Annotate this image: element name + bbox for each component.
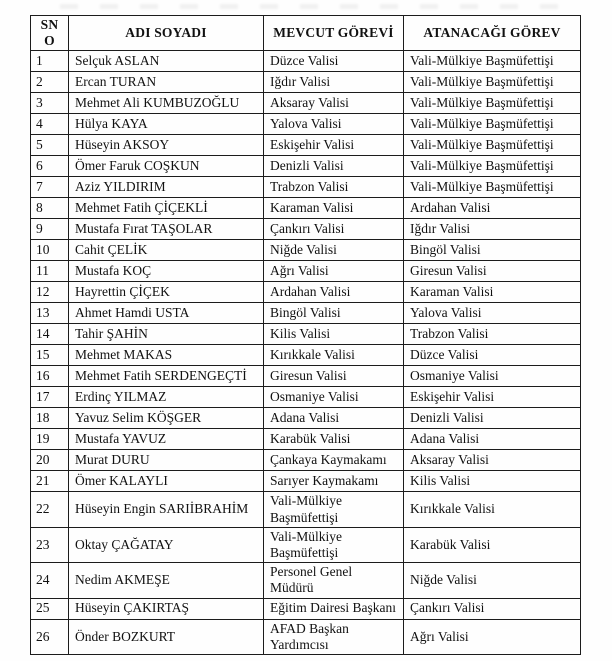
cell-assigned-role: Karaman Valisi (404, 282, 581, 303)
cell-assigned-role: Vali-Mülkiye Başmüfettişi (404, 156, 581, 177)
cell-current-role: Eskişehir Valisi (264, 135, 404, 156)
cell-current-role: Niğde Valisi (264, 240, 404, 261)
cell-sno: 23 (31, 527, 69, 562)
cell-sno: 8 (31, 198, 69, 219)
cell-current-role: Karaman Valisi (264, 198, 404, 219)
cell-assigned-role: Vali-Mülkiye Başmüfettişi (404, 72, 581, 93)
cell-assigned-role: Yalova Valisi (404, 303, 581, 324)
cell-sno: 16 (31, 366, 69, 387)
cell-current-role: Giresun Valisi (264, 366, 404, 387)
cell-name: Mustafa YAVUZ (69, 429, 264, 450)
table-row (31, 219, 581, 240)
cell-name: Erdinç YILMAZ (69, 387, 264, 408)
cell-sno: 21 (31, 471, 69, 492)
cell-assigned-role: Vali-Mülkiye Başmüfettişi (404, 177, 581, 198)
cell-name: Aziz YILDIRIM (69, 177, 264, 198)
table-row (31, 324, 581, 345)
cell-current-role: Yalova Valisi (264, 114, 404, 135)
cell-name: Hüseyin AKSOY (69, 135, 264, 156)
cell-current-role: AFAD Başkan Yardımcısı (264, 619, 404, 654)
cell-name: Ercan TURAN (69, 72, 264, 93)
cell-sno: 7 (31, 177, 69, 198)
table-row (31, 450, 581, 471)
table-row (31, 527, 581, 562)
cell-current-role: Çankırı Valisi (264, 219, 404, 240)
col-header-assigned-role: ATANACAĞI GÖREV (404, 16, 581, 51)
cell-sno: 3 (31, 93, 69, 114)
cell-name: Hüseyin ÇAKIRTAŞ (69, 598, 264, 619)
table-row (31, 429, 581, 450)
cell-current-role: Çankaya Kaymakamı (264, 450, 404, 471)
table-row (31, 598, 581, 619)
cell-sno: 14 (31, 324, 69, 345)
cell-name: Mehmet Ali KUMBUZOĞLU (69, 93, 264, 114)
cell-assigned-role: Giresun Valisi (404, 261, 581, 282)
cell-name: Mehmet Fatih SERDENGEÇTİ (69, 366, 264, 387)
cell-name: Cahit ÇELİK (69, 240, 264, 261)
table-row (31, 261, 581, 282)
cell-name: Tahir ŞAHİN (69, 324, 264, 345)
cell-name: Mehmet MAKAS (69, 345, 264, 366)
cell-current-role: Vali-Mülkiye Başmüfettişi (264, 527, 404, 562)
cell-assigned-role: Bingöl Valisi (404, 240, 581, 261)
cell-sno: 10 (31, 240, 69, 261)
cell-name: Hüseyin Engin SARIİBRAHİM (69, 492, 264, 527)
table-row (31, 408, 581, 429)
table-row (31, 177, 581, 198)
cell-name: Yavuz Selim KÖŞGER (69, 408, 264, 429)
cell-sno: 2 (31, 72, 69, 93)
table-row (31, 492, 581, 527)
table-row (31, 51, 581, 72)
cell-assigned-role: Düzce Valisi (404, 345, 581, 366)
cell-sno: 13 (31, 303, 69, 324)
cell-assigned-role: Niğde Valisi (404, 563, 581, 598)
table-row (31, 366, 581, 387)
table-row (31, 282, 581, 303)
cell-sno: 18 (31, 408, 69, 429)
cell-name: Önder BOZKURT (69, 619, 264, 654)
table-row (31, 471, 581, 492)
table-row (31, 93, 581, 114)
cell-name: Selçuk ASLAN (69, 51, 264, 72)
cell-assigned-role: Trabzon Valisi (404, 324, 581, 345)
cell-assigned-role: Ağrı Valisi (404, 619, 581, 654)
cell-assigned-role: Vali-Mülkiye Başmüfettişi (404, 114, 581, 135)
cell-current-role: Aksaray Valisi (264, 93, 404, 114)
cell-assigned-role: Çankırı Valisi (404, 598, 581, 619)
cell-sno: 22 (31, 492, 69, 527)
cell-assigned-role: Aksaray Valisi (404, 450, 581, 471)
cell-name: Murat DURU (69, 450, 264, 471)
cell-sno: 6 (31, 156, 69, 177)
cell-sno: 20 (31, 450, 69, 471)
cell-assigned-role: Vali-Mülkiye Başmüfettişi (404, 135, 581, 156)
col-header-current-role: MEVCUT GÖREVİ (264, 16, 404, 51)
cell-current-role: Denizli Valisi (264, 156, 404, 177)
cell-assigned-role: Denizli Valisi (404, 408, 581, 429)
cell-sno: 17 (31, 387, 69, 408)
col-header-sno: SNO (31, 16, 69, 51)
cell-current-role: Ağrı Valisi (264, 261, 404, 282)
cell-assigned-role: Vali-Mülkiye Başmüfettişi (404, 51, 581, 72)
table-row (31, 563, 581, 598)
cell-sno: 12 (31, 282, 69, 303)
cell-sno: 9 (31, 219, 69, 240)
cell-name: Ahmet Hamdi USTA (69, 303, 264, 324)
cell-name: Hülya KAYA (69, 114, 264, 135)
cell-assigned-role: Kırıkkale Valisi (404, 492, 581, 527)
header-row (31, 16, 581, 51)
table-row (31, 303, 581, 324)
cell-assigned-role: Adana Valisi (404, 429, 581, 450)
cell-name: Mustafa KOÇ (69, 261, 264, 282)
table-row (31, 240, 581, 261)
cell-name: Mustafa Fırat TAŞOLAR (69, 219, 264, 240)
cell-sno: 19 (31, 429, 69, 450)
cell-current-role: Kırıkkale Valisi (264, 345, 404, 366)
cell-name: Ömer KALAYLI (69, 471, 264, 492)
cell-current-role: Karabük Valisi (264, 429, 404, 450)
table-row (31, 198, 581, 219)
table-row (31, 387, 581, 408)
cell-current-role: Kilis Valisi (264, 324, 404, 345)
cell-sno: 1 (31, 51, 69, 72)
cell-sno: 26 (31, 619, 69, 654)
cell-sno: 5 (31, 135, 69, 156)
cell-assigned-role: Osmaniye Valisi (404, 366, 581, 387)
cell-current-role: Eğitim Dairesi Başkanı (264, 598, 404, 619)
table-row (31, 156, 581, 177)
cell-assigned-role: Karabük Valisi (404, 527, 581, 562)
cell-sno: 25 (31, 598, 69, 619)
appointment-table (30, 15, 581, 655)
cell-current-role: Düzce Valisi (264, 51, 404, 72)
cell-current-role: Personel Genel Müdürü (264, 563, 404, 598)
col-header-name: ADI SOYADI (69, 16, 264, 51)
table-row (31, 345, 581, 366)
cell-name: Oktay ÇAĞATAY (69, 527, 264, 562)
cell-current-role: Vali-Mülkiye Başmüfettişi (264, 492, 404, 527)
cell-assigned-role: Kilis Valisi (404, 471, 581, 492)
cell-assigned-role: Vali-Mülkiye Başmüfettişi (404, 93, 581, 114)
cell-current-role: Ardahan Valisi (264, 282, 404, 303)
cell-current-role: Sarıyer Kaymakamı (264, 471, 404, 492)
cell-sno: 11 (31, 261, 69, 282)
table-row (31, 135, 581, 156)
cell-current-role: Adana Valisi (264, 408, 404, 429)
scan-artifact (60, 4, 580, 9)
cell-sno: 24 (31, 563, 69, 598)
cell-assigned-role: Iğdır Valisi (404, 219, 581, 240)
cell-current-role: Osmaniye Valisi (264, 387, 404, 408)
cell-name: Ömer Faruk COŞKUN (69, 156, 264, 177)
table-row (31, 114, 581, 135)
table-row (31, 619, 581, 654)
table-row (31, 72, 581, 93)
cell-name: Nedim AKMEŞE (69, 563, 264, 598)
cell-assigned-role: Eskişehir Valisi (404, 387, 581, 408)
cell-sno: 4 (31, 114, 69, 135)
cell-current-role: Trabzon Valisi (264, 177, 404, 198)
cell-sno: 15 (31, 345, 69, 366)
cell-name: Mehmet Fatih ÇİÇEKLİ (69, 198, 264, 219)
cell-current-role: Bingöl Valisi (264, 303, 404, 324)
cell-assigned-role: Ardahan Valisi (404, 198, 581, 219)
cell-name: Hayrettin ÇİÇEK (69, 282, 264, 303)
cell-current-role: Iğdır Valisi (264, 72, 404, 93)
